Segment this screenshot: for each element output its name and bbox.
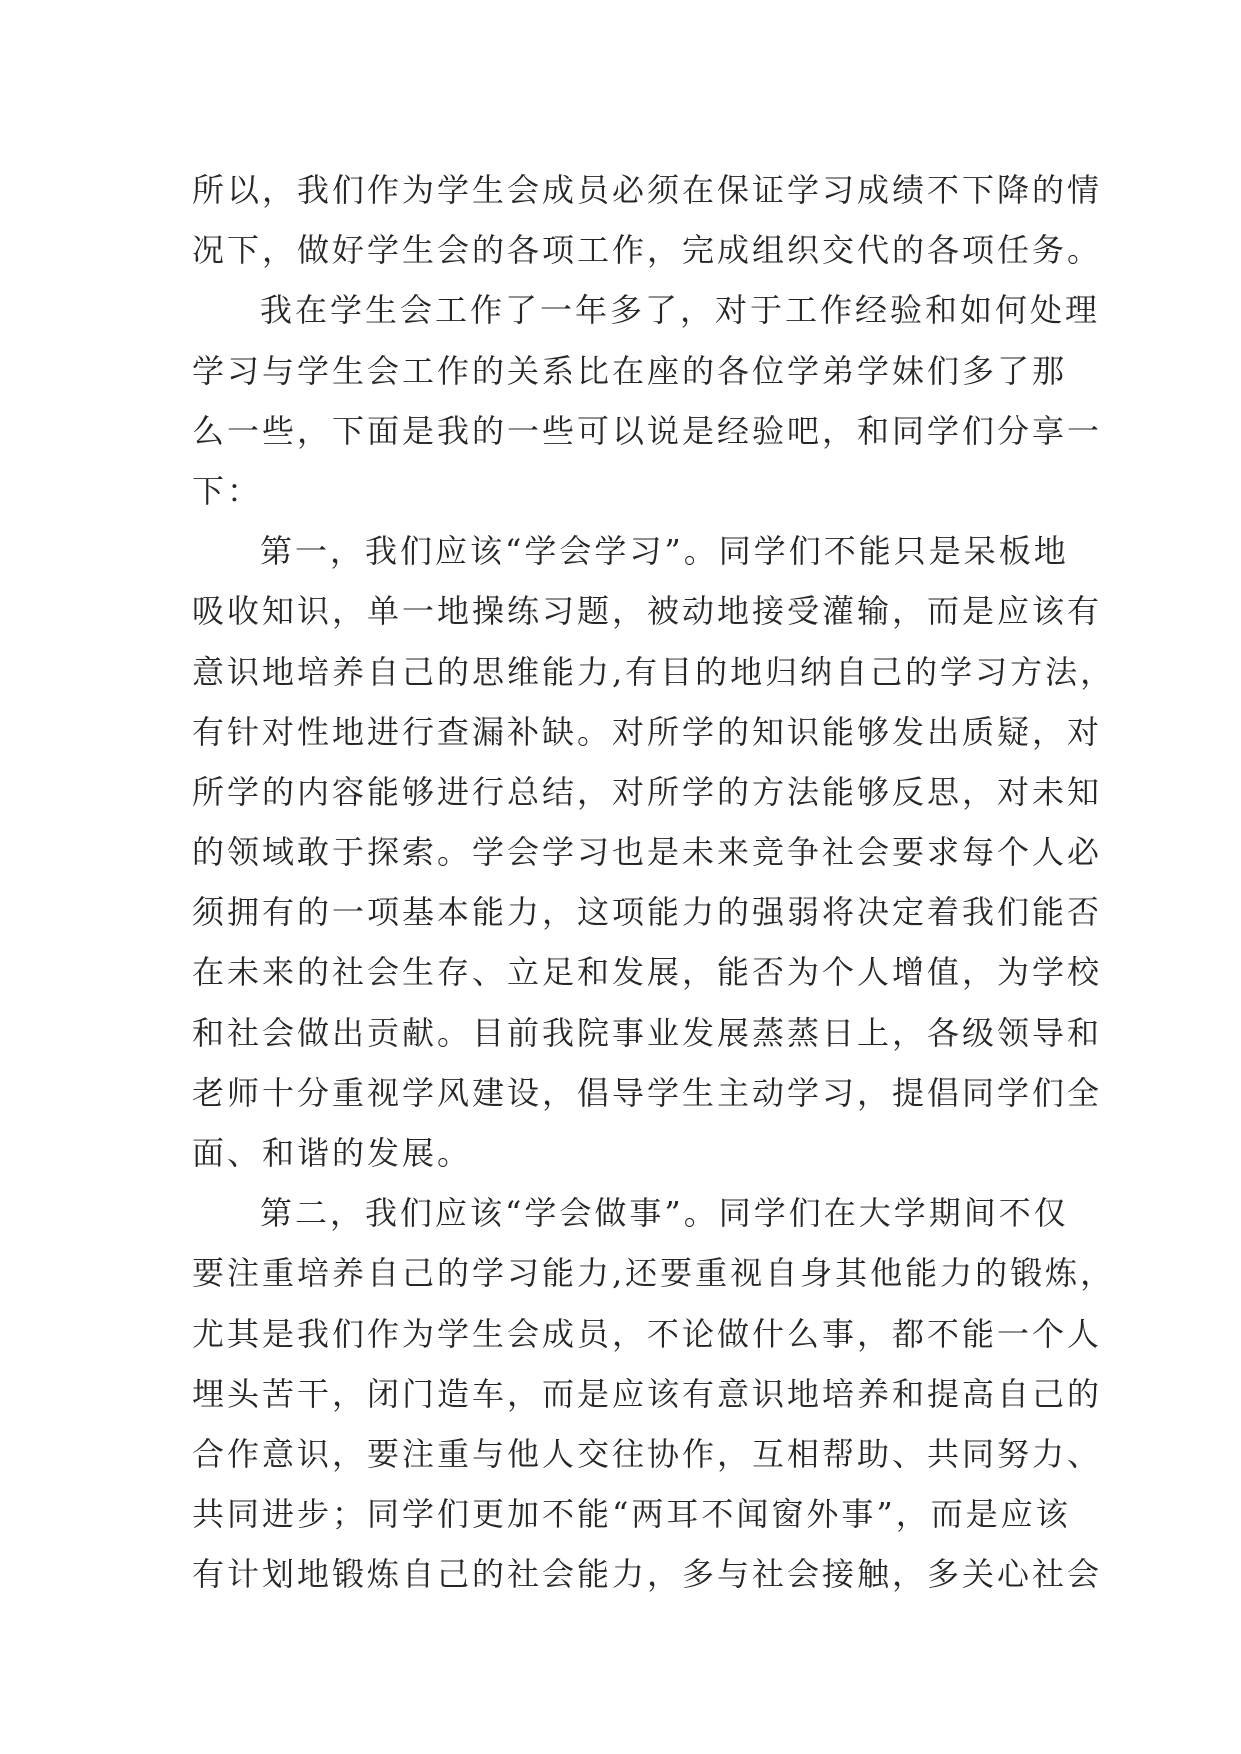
body-text bbox=[192, 160, 1116, 1605]
text-line: 况下，做好学生会的各项工作，完成组织交代的各项任务。 bbox=[192, 231, 1103, 270]
text-line: 所学的内容能够进行总结，对所学的方法能够反思，对未知 bbox=[192, 772, 1103, 811]
text-line: 有针对性地进行查漏补缺。对所学的知识能够发出质疑，对 bbox=[192, 712, 1103, 751]
text-line: 吸收知识，单一地操练习题，被动地接受灌输，而是应该有 bbox=[192, 592, 1103, 631]
text-line: 在未来的社会生存、立足和发展，能否为个人增值，为学校 bbox=[192, 953, 1103, 992]
text-line: 老师十分重视学风建设，倡导学生主动学习，提倡同学们全 bbox=[192, 1073, 1103, 1112]
text-line: 么一些，下面是我的一些可以说是经验吧，和同学们分享一 bbox=[192, 411, 1103, 450]
text-line: 和社会做出贡献。目前我院事业发展蒸蒸日上，各级领导和 bbox=[192, 1013, 1103, 1052]
text-line: 埋头苦干，闭门造车，而是应该有意识地培养和提高自己的 bbox=[192, 1374, 1103, 1413]
text-line: 共同进步；同学们更加不能“两耳不闻窗外事”，而是应该 bbox=[192, 1495, 1071, 1534]
text-line: 要注重培养自己的学习能力,还要重视自身其他能力的锻炼， bbox=[192, 1254, 1116, 1293]
text-line: 的领域敢于探索。学会学习也是未来竞争社会要求每个人必 bbox=[192, 833, 1103, 872]
text-line: 下： bbox=[192, 471, 263, 510]
text-line: 学习与学生会工作的关系比在座的各位学弟学妹们多了那 bbox=[192, 351, 1068, 390]
text-line: 须拥有的一项基本能力，这项能力的强弱将决定着我们能否 bbox=[192, 893, 1103, 932]
text-line: 合作意识，要注重与他人交往协作，互相帮助、共同努力、 bbox=[192, 1434, 1103, 1473]
text-line: 我在学生会工作了一年多了，对于工作经验和如何处理 bbox=[260, 291, 1101, 330]
text-line: 有计划地锻炼自己的社会能力，多与社会接触，多关心社会 bbox=[192, 1555, 1103, 1594]
text-line: 第一，我们应该“学会学习”。同学们不能只是呆板地 bbox=[260, 532, 1069, 571]
text-line: 面、和谐的发展。 bbox=[192, 1134, 473, 1172]
text-line: 意识地培养自己的思维能力,有目的地归纳自己的学习方法， bbox=[192, 652, 1116, 691]
text-line: 尤其是我们作为学生会成员，不论做什么事，都不能一个人 bbox=[192, 1314, 1103, 1353]
text-line: 所以，我们作为学生会成员必须在保证学习成绩不下降的情 bbox=[192, 171, 1103, 209]
text-line: 第二，我们应该“学会做事”。同学们在大学期间不仅 bbox=[260, 1194, 1069, 1233]
